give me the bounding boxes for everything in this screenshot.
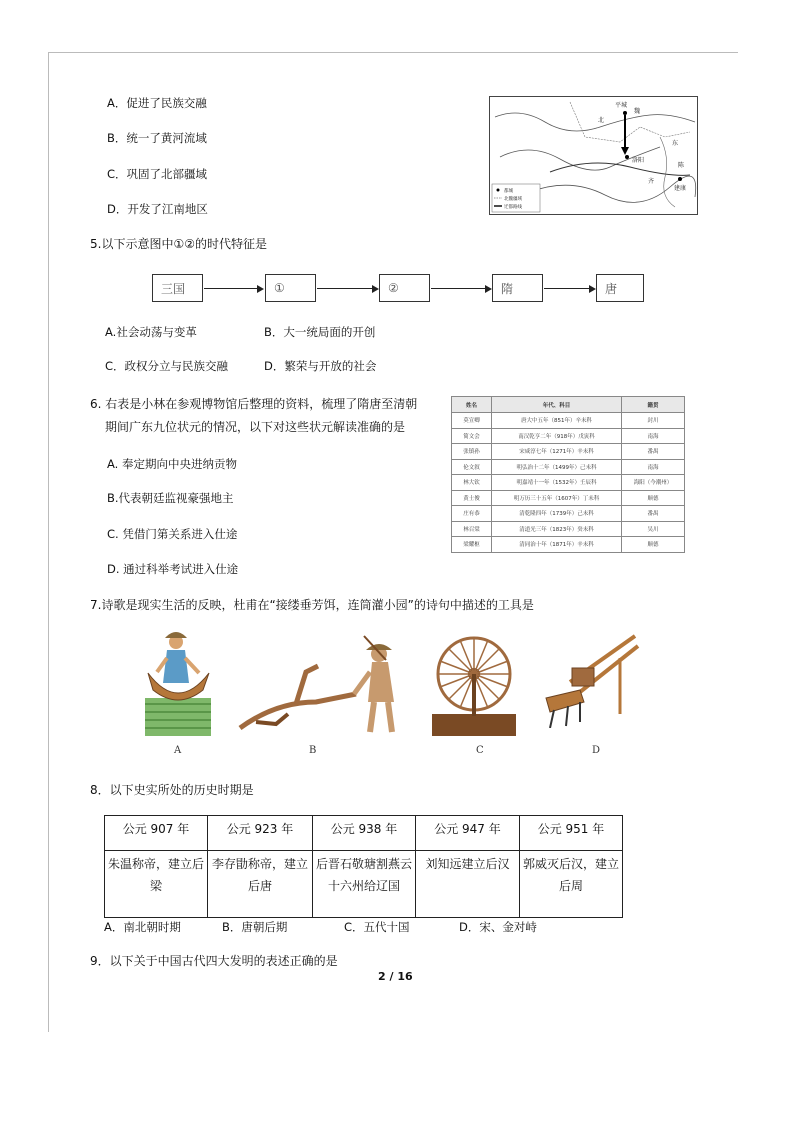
- tool-image-d: [540, 632, 640, 728]
- q4-option-b: B．统一了黄河流域: [107, 131, 207, 145]
- cell-origin: 海阳（今潮州）: [622, 475, 685, 491]
- cell-name: 张镇孙: [452, 444, 492, 460]
- q6-option-c: C. 凭借门第关系进入仕途: [107, 527, 238, 541]
- q6-option-b: B.代表朝廷监视豪强地主: [107, 491, 234, 505]
- cell-origin: 吴川: [622, 521, 685, 537]
- flow-box-2: ②: [379, 274, 430, 302]
- q6-scholar-table: [451, 396, 685, 553]
- cell-name: 莫宣卿: [452, 413, 492, 429]
- q4-option-a: A．促进了民族交融: [107, 96, 207, 110]
- cell-origin: 南海: [622, 428, 685, 444]
- table-row: [452, 444, 685, 460]
- page-number: 2 / 16: [378, 970, 413, 983]
- tool-image-b: [236, 632, 408, 736]
- table-row: [452, 475, 685, 491]
- table-row: [452, 521, 685, 537]
- flow-arrow: [544, 288, 594, 289]
- q8-dynasty-table: [104, 815, 623, 918]
- table-row: [452, 428, 685, 444]
- cell-origin: 南海: [622, 459, 685, 475]
- event-line: 刘知远建立后汉: [425, 857, 510, 871]
- year-cell: 公元 951 年: [520, 816, 623, 851]
- cell-era: 清同治十年（1871年）辛未科: [492, 537, 622, 553]
- event-cell: [520, 851, 623, 918]
- table-row: [452, 537, 685, 553]
- col-header-origin: 籍贯: [622, 397, 685, 413]
- cell-origin: 番禺: [622, 506, 685, 522]
- tool-label-d: D: [592, 745, 601, 756]
- event-cell: [105, 851, 208, 918]
- map-legend-territory: 北魏疆域: [504, 197, 522, 202]
- event-cell: [313, 851, 416, 918]
- event-line: 梁: [149, 879, 162, 893]
- map-label-dong: 东: [672, 140, 679, 147]
- map-label-pingcheng: 平城: [615, 102, 628, 109]
- q6-option-d: D. 通过科举考试进入仕途: [107, 562, 239, 576]
- table-header-row: [452, 397, 685, 413]
- map-label-wei: 魏: [634, 108, 641, 115]
- event-line: 李存勖称帝，建立: [211, 857, 308, 871]
- tool-image-a: [143, 628, 213, 738]
- flow-arrow: [204, 288, 262, 289]
- col-header-era: 年代、科目: [492, 397, 622, 413]
- cell-origin: 番禺: [622, 444, 685, 460]
- q5-option-d: D．繁荣与开放的社会: [264, 359, 377, 373]
- event-cell: [416, 851, 520, 918]
- year-cell: 公元 938 年: [313, 816, 416, 851]
- flow-box-sui: 隋: [492, 274, 543, 302]
- q8-option-d: D．宋、金对峙: [459, 920, 537, 934]
- table-row: [452, 413, 685, 429]
- cell-era: 清乾隆四年（1739年）己未科: [492, 506, 622, 522]
- col-header-name: 姓名: [452, 397, 492, 413]
- year-cell: 公元 923 年: [208, 816, 313, 851]
- map-label-luoyang: 洛阳: [632, 157, 645, 164]
- event-line: 后唐: [247, 879, 272, 893]
- q4-map: [489, 96, 698, 215]
- page-left-rule: [48, 52, 49, 1032]
- map-label-chen: 陈: [678, 162, 685, 169]
- cell-era: 清道光三年（1823年）癸未科: [492, 521, 622, 537]
- cell-era: 明万历三十五年（1607年）丁未科: [492, 490, 622, 506]
- map-legend-route: 迁都路线: [504, 205, 522, 210]
- map-label-bei: 北: [598, 117, 605, 124]
- year-cell: 公元 947 年: [416, 816, 520, 851]
- q5-option-c: C．政权分立与民族交融: [105, 359, 229, 373]
- table-row: [452, 459, 685, 475]
- flow-box-tang: 唐: [596, 274, 644, 302]
- event-row: [105, 851, 623, 918]
- map-label-qi: 齐: [648, 178, 655, 185]
- q8-option-a: A．南北朝时期: [104, 920, 181, 934]
- cell-era: 明弘治十二年（1499年）己未科: [492, 459, 622, 475]
- q4-option-d: D．开发了江南地区: [107, 202, 208, 216]
- flow-arrow: [431, 288, 490, 289]
- cell-name: 简文会: [452, 428, 492, 444]
- page-top-rule: [48, 52, 738, 53]
- tool-image-c: [430, 634, 518, 738]
- cell-name: 林召棠: [452, 521, 492, 537]
- cell-name: 庄有恭: [452, 506, 492, 522]
- event-line: 朱温称帝，建立后: [107, 857, 204, 871]
- event-line: 十六州给辽国: [327, 879, 400, 893]
- cell-origin: 封川: [622, 413, 685, 429]
- tool-label-a: A: [174, 745, 182, 756]
- cell-origin: 顺德: [622, 537, 685, 553]
- flow-box-1: ①: [265, 274, 316, 302]
- tool-label-b: B: [309, 745, 317, 756]
- event-line: 郭威灭后汉，建立: [522, 857, 619, 871]
- q6-stem-line2: 期间广东九位状元的情况，以下对这些状元解读准确的是: [105, 420, 406, 434]
- table-row: [452, 490, 685, 506]
- cell-era: 明嘉靖十一年（1532年）壬辰科: [492, 475, 622, 491]
- event-line: 后周: [558, 879, 583, 893]
- q5-stem: 5.以下示意图中①②的时代特征是: [90, 237, 267, 251]
- q8-option-b: B．唐朝后期: [222, 920, 288, 934]
- q7-stem: 7.诗歌是现实生活的反映，杜甫在“接缕垂芳饵，连筒灌小园”的诗句中描述的工具是: [90, 598, 534, 612]
- q6-stem-line1: 6. 右表是小林在参观博物馆后整理的资料，梳理了隋唐至清朝: [90, 397, 418, 411]
- tool-label-c: C: [476, 745, 484, 756]
- map-label-jiankang: 建康: [674, 185, 687, 192]
- cell-name: 黄士俊: [452, 490, 492, 506]
- q8-option-c: C．五代十国: [344, 920, 410, 934]
- year-row: [105, 816, 623, 851]
- q5-option-a: A.社会动荡与变革: [105, 325, 197, 339]
- q5-option-b: B．大一统局面的开创: [264, 325, 376, 339]
- flow-arrow: [317, 288, 377, 289]
- q4-option-c: C．巩固了北部疆域: [107, 167, 208, 181]
- flow-box-sanguo: 三国: [152, 274, 203, 302]
- event-line: 后晋石敬瑭割燕云: [315, 857, 412, 871]
- cell-era: 宋咸淳七年（1271年）辛未科: [492, 444, 622, 460]
- year-cell: 公元 907 年: [105, 816, 208, 851]
- q8-stem: 8．以下史实所处的历史时期是: [90, 783, 254, 797]
- cell-era: 唐大中五年（851年）辛未科: [492, 413, 622, 429]
- map-legend-capital: 都城: [504, 189, 513, 194]
- cell-era: 南汉乾亨二年（918年）戊寅科: [492, 428, 622, 444]
- map-drawing: [490, 97, 697, 214]
- q6-option-a: A. 奉定期向中央进纳贡物: [107, 457, 237, 471]
- table-row: [452, 506, 685, 522]
- cell-origin: 顺德: [622, 490, 685, 506]
- cell-name: 林大钦: [452, 475, 492, 491]
- event-cell: [208, 851, 313, 918]
- cell-name: 伦文叙: [452, 459, 492, 475]
- q9-stem: 9．以下关于中国古代四大发明的表述正确的是: [90, 954, 338, 968]
- cell-name: 梁耀枢: [452, 537, 492, 553]
